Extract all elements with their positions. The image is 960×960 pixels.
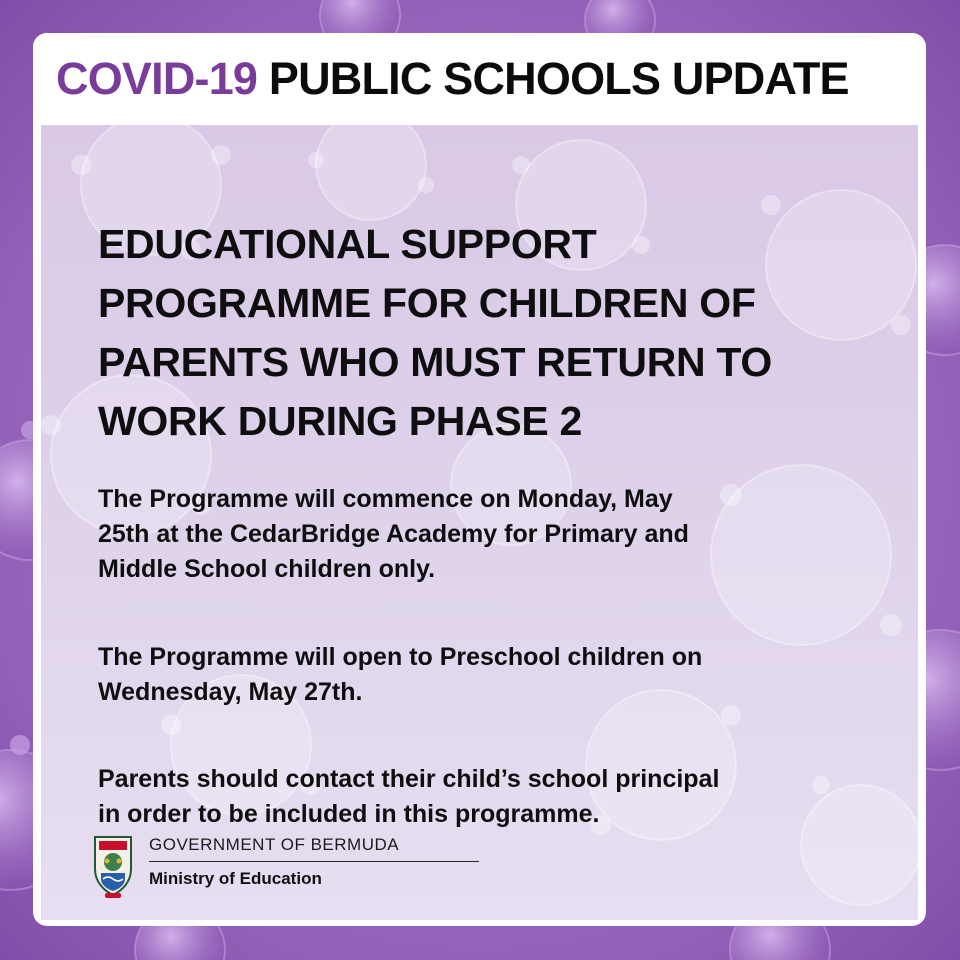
paragraph-line: The Programme will commence on Monday, May	[98, 485, 673, 513]
paragraph-line: Parents should contact their child’s school principal	[98, 765, 720, 793]
paragraph-line: Middle School children only.	[98, 555, 436, 583]
commence-paragraph	[98, 482, 898, 587]
footer-branding	[91, 833, 511, 903]
headline-line: WORK DURING PHASE 2	[98, 398, 583, 444]
government-name: GOVERNMENT OF BERMUDA	[149, 835, 479, 862]
announcement-card	[33, 33, 926, 926]
headline-line: PROGRAMME FOR CHILDREN OF	[98, 280, 756, 326]
paragraph-line: Wednesday, May 27th.	[98, 678, 363, 706]
paragraph-line: 25th at the CedarBridge Academy for Primary and	[98, 520, 689, 548]
paragraph-line: The Programme will open to Preschool children on	[98, 643, 703, 671]
header-bar	[33, 33, 926, 125]
title-accent: COVID-19	[56, 53, 258, 104]
bermuda-coat-of-arms-icon	[91, 833, 135, 899]
headline-line: EDUCATIONAL SUPPORT	[98, 221, 597, 267]
paragraph-line: in order to be included in this programme.	[98, 800, 600, 828]
preschool-paragraph	[98, 640, 898, 710]
content-panel	[41, 125, 918, 920]
page-title	[56, 53, 916, 105]
headline	[98, 215, 898, 451]
title-main: PUBLIC SCHOOLS UPDATE	[268, 53, 849, 104]
ministry-name: Ministry of Education	[149, 869, 322, 888]
contact-paragraph	[98, 762, 898, 832]
headline-line: PARENTS WHO MUST RETURN TO	[98, 339, 773, 385]
